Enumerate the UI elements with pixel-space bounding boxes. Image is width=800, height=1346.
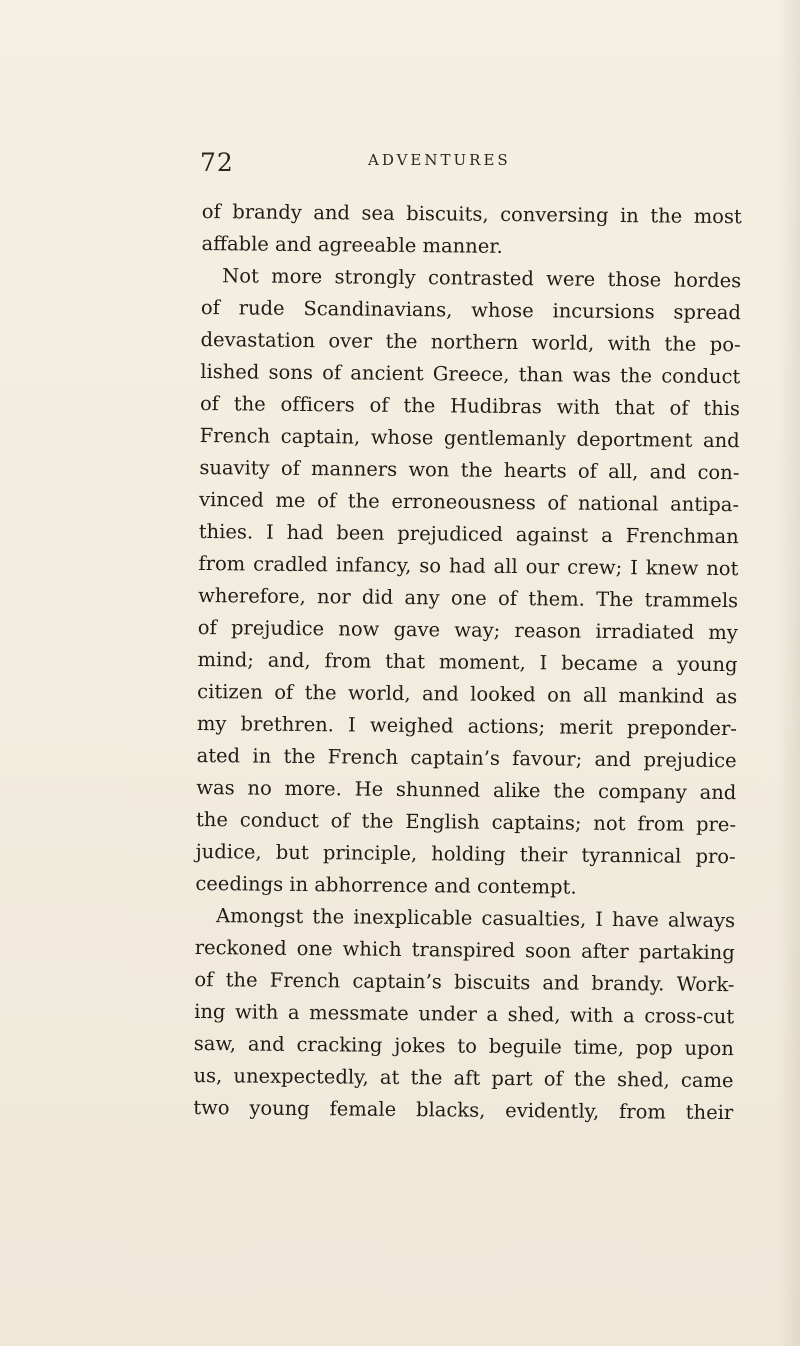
- text-line: mind; and, from that moment, I became a young: [197, 647, 738, 677]
- paragraph-3: [193, 900, 735, 1129]
- text-line: ated in the French captain’s favour; and prejudice: [196, 743, 737, 773]
- text-line: affable and agreeable manner.: [201, 231, 503, 258]
- text-line: French captain, whose gentlemanly deportment and: [199, 423, 740, 453]
- text-line: Amongst the inexplicable casualties, I have always: [215, 904, 736, 933]
- text-line: of rude Scandinavians, whose incursions spread: [200, 295, 742, 325]
- text-line: vinced me of the erroneousness of national antipa-: [198, 487, 740, 517]
- text-line: ing with a messmate under a shed, with a cross-cut: [194, 999, 735, 1029]
- text-line: was no more. He shunned alike the company and: [196, 775, 737, 805]
- text-line: judice, but principle, holding their tyrannical pro-: [195, 839, 736, 869]
- text-line: suavity of manners won the hearts of all, and con-: [199, 455, 740, 485]
- text-line: lished sons of ancient Greece, than was the conduct: [200, 359, 741, 389]
- text-line: devastation over the northern world, with the po-: [200, 327, 741, 357]
- text-line: two young female blacks, evidently, from their: [193, 1095, 734, 1125]
- text-line: us, unexpectedly, at the aft part of the shed, came: [193, 1063, 734, 1093]
- text-line: of brandy and sea biscuits, conversing in the most: [201, 199, 742, 229]
- text-line: saw, and cracking jokes to beguile time, pop upon: [193, 1031, 734, 1061]
- running-head: ADVENTURES: [368, 151, 511, 169]
- text-line: Not more strongly contrasted were those hordes: [222, 264, 742, 293]
- text-line: thies. I had been prejudiced against a Frenchman: [198, 519, 739, 549]
- paragraph-2: [195, 260, 741, 905]
- page-number: 72: [200, 148, 234, 177]
- body-text: [193, 196, 742, 1129]
- text-line: of the officers of the Hudibras with that of this: [199, 391, 741, 421]
- text-line: of the French captain’s biscuits and brandy. Work-: [194, 967, 735, 997]
- text-line: of prejudice now gave way; reason irradiated my: [197, 615, 738, 645]
- text-line: wherefore, nor did any one of them. The trammels: [198, 583, 739, 613]
- text-line: ceedings in abhorrence and contempt.: [195, 871, 577, 899]
- page-edge-shadow: [778, 0, 800, 1346]
- paragraph-1: [201, 196, 742, 265]
- text-line: from cradled infancy, so had all our crew; I knew not: [198, 551, 739, 581]
- text-line: citizen of the world, and looked on all mankind as: [197, 679, 738, 709]
- text-line: reckoned one which transpired soon after partaking: [194, 935, 735, 965]
- page-header: [200, 148, 720, 176]
- text-line: my brethren. I weighed actions; merit preponder-: [196, 711, 738, 741]
- text-line: the conduct of the English captains; not from pre-: [195, 807, 737, 837]
